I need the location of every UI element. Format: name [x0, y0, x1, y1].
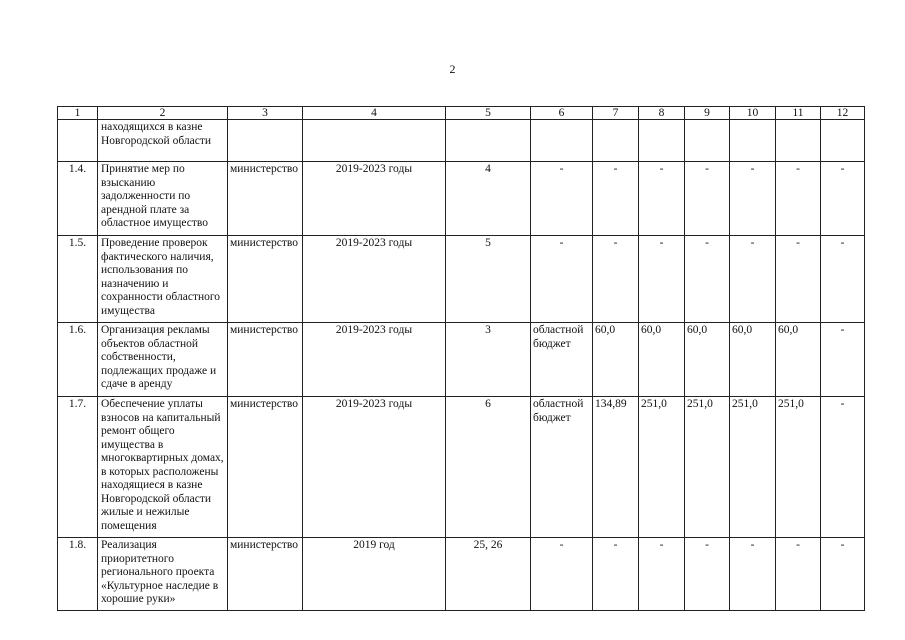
- item-value-11: [776, 120, 821, 162]
- item-value-8: [639, 120, 685, 162]
- item-value-7: [593, 120, 639, 162]
- item-targets: 3: [446, 323, 531, 397]
- item-value-7: -: [593, 236, 639, 323]
- item-value-8: -: [639, 236, 685, 323]
- header-row: [58, 107, 865, 120]
- item-value-12: -: [821, 538, 865, 611]
- item-targets: 25, 26: [446, 538, 531, 611]
- item-value-11: -: [776, 538, 821, 611]
- header-cell: 2: [98, 107, 228, 120]
- header-cell: 6: [531, 107, 593, 120]
- item-value-8: 60,0: [639, 323, 685, 397]
- item-value-12: -: [821, 236, 865, 323]
- item-value-9: 251,0: [685, 397, 730, 538]
- table-row: [58, 162, 865, 236]
- table-row: [58, 323, 865, 397]
- header-cell: 1: [58, 107, 98, 120]
- item-executor: министерство: [228, 538, 303, 611]
- item-value-8: 251,0: [639, 397, 685, 538]
- item-executor: министерство: [228, 162, 303, 236]
- item-value-10: 251,0: [730, 397, 776, 538]
- program-table: [57, 106, 865, 611]
- item-period: 2019-2023 годы: [303, 397, 446, 538]
- item-value-7: -: [593, 162, 639, 236]
- item-value-12: -: [821, 323, 865, 397]
- item-value-10: -: [730, 162, 776, 236]
- item-value-9: [685, 120, 730, 162]
- header-cell: 3: [228, 107, 303, 120]
- header-cell: 10: [730, 107, 776, 120]
- header-cell: 12: [821, 107, 865, 120]
- item-number: 1.4.: [58, 162, 98, 236]
- header-cell: 8: [639, 107, 685, 120]
- item-value-12: -: [821, 162, 865, 236]
- item-number: 1.5.: [58, 236, 98, 323]
- header-cell: 7: [593, 107, 639, 120]
- table-row: [58, 236, 865, 323]
- page-number: 2: [449, 62, 456, 76]
- item-value-7: 134,89: [593, 397, 639, 538]
- item-value-11: 251,0: [776, 397, 821, 538]
- item-executor: министерство: [228, 323, 303, 397]
- item-period: 2019-2023 годы: [303, 162, 446, 236]
- item-period: [303, 120, 446, 162]
- item-value-11: -: [776, 236, 821, 323]
- item-number: 1.6.: [58, 323, 98, 397]
- item-value-10: 60,0: [730, 323, 776, 397]
- item-value-10: -: [730, 236, 776, 323]
- item-value-9: -: [685, 162, 730, 236]
- table-row: [58, 538, 865, 611]
- table-row: [58, 397, 865, 538]
- item-name: находящихся в казне Новгородской области: [98, 120, 228, 162]
- item-value-11: 60,0: [776, 323, 821, 397]
- header-cell: 5: [446, 107, 531, 120]
- item-value-7: 60,0: [593, 323, 639, 397]
- item-executor: [228, 120, 303, 162]
- item-number: [58, 120, 98, 162]
- item-targets: 4: [446, 162, 531, 236]
- item-period: 2019-2023 годы: [303, 236, 446, 323]
- item-period: 2019-2023 годы: [303, 323, 446, 397]
- item-name: Проведение проверок фактического наличия, использования по назначению и сохранности областного имущества: [98, 236, 228, 323]
- item-executor: министерство: [228, 397, 303, 538]
- item-value-8: -: [639, 162, 685, 236]
- header-cell: 9: [685, 107, 730, 120]
- item-value-12: -: [821, 397, 865, 538]
- item-source: областной бюджет: [531, 323, 593, 397]
- item-value-10: -: [730, 538, 776, 611]
- item-period: 2019 год: [303, 538, 446, 611]
- item-name: Организация рекламы объектов областной собственности, подлежащих продаже и сдаче в аренду: [98, 323, 228, 397]
- item-number: 1.7.: [58, 397, 98, 538]
- item-value-12: [821, 120, 865, 162]
- item-targets: 5: [446, 236, 531, 323]
- item-name: Реализация приоритетного регионального проекта «Культурное наследие в хорошие руки»: [98, 538, 228, 611]
- item-value-11: -: [776, 162, 821, 236]
- item-name: Обеспечение уплаты взносов на капитальный ремонт общего имущества в многоквартирных домах, в которых расположены находящиеся в казне Новгородской области жилые и нежилые помещения: [98, 397, 228, 538]
- item-source: [531, 120, 593, 162]
- item-value-9: -: [685, 538, 730, 611]
- item-value-10: [730, 120, 776, 162]
- item-executor: министерство: [228, 236, 303, 323]
- item-value-8: -: [639, 538, 685, 611]
- item-source: -: [531, 538, 593, 611]
- item-source: -: [531, 236, 593, 323]
- header-cell: 4: [303, 107, 446, 120]
- item-value-7: -: [593, 538, 639, 611]
- item-number: 1.8.: [58, 538, 98, 611]
- item-source: областной бюджет: [531, 397, 593, 538]
- table-row: [58, 120, 865, 162]
- item-source: -: [531, 162, 593, 236]
- item-targets: 6: [446, 397, 531, 538]
- item-value-9: 60,0: [685, 323, 730, 397]
- item-value-9: -: [685, 236, 730, 323]
- item-name: Принятие мер по взысканию задолженности по арендной плате за областное имущество: [98, 162, 228, 236]
- header-cell: 11: [776, 107, 821, 120]
- item-targets: [446, 120, 531, 162]
